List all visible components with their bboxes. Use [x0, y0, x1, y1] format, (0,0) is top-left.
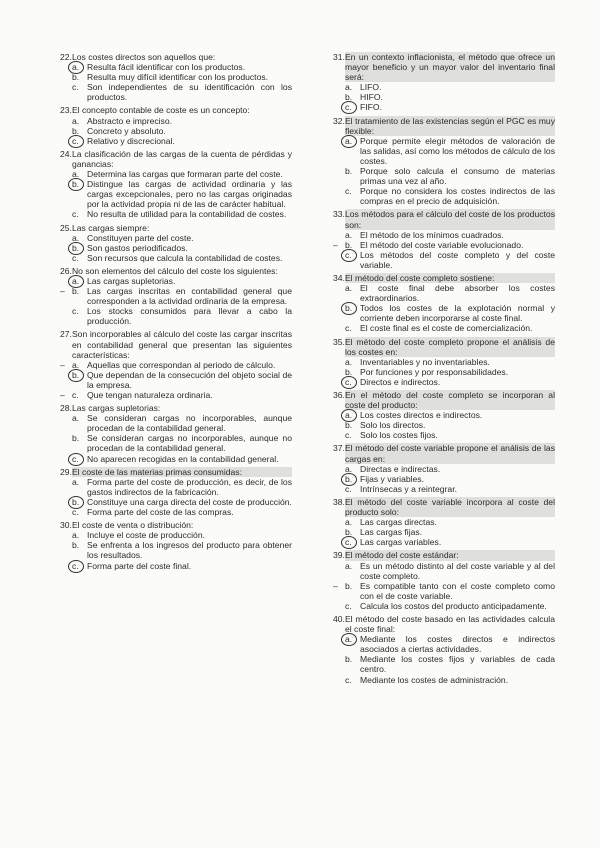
option-letter: b.: [345, 420, 353, 431]
answer-option: [72, 497, 292, 507]
option-text: Determina las cargas que formaran parte del coste.: [87, 169, 283, 180]
answer-option: [72, 233, 292, 243]
question-30: [60, 520, 292, 570]
question-text: Las cargas siempre:: [71, 222, 150, 233]
question-text: Las cargas supletorias:: [71, 403, 161, 414]
option-text: Resulta fácil identificar con los productos.: [87, 62, 246, 73]
option-letter: a.: [345, 463, 353, 474]
question-34: [333, 273, 555, 334]
option-letter: b.: [72, 125, 80, 136]
option-text: El coste final debe absorber los costes extraordinarios.: [360, 283, 555, 304]
question-number: 30.: [60, 520, 72, 531]
option-text: Se enfrenta a los ingresos del producto para obtener los resultados.: [87, 540, 292, 561]
question-stem: [60, 149, 292, 169]
option-text: El coste final es el coste de comercialización.: [360, 323, 533, 334]
option-text: Son recursos que calcula la contabilidad de costes.: [87, 252, 283, 263]
option-letter: a.: [72, 115, 80, 126]
option-text: Calcula los costos del producto anticipadamente.: [360, 600, 547, 611]
answer-option: [345, 537, 555, 547]
question-number: 26.: [60, 265, 72, 276]
option-text: Constituye una carga directa del coste de producción.: [87, 496, 292, 507]
option-letter: b.: [345, 654, 353, 665]
option-letter: b.: [345, 166, 353, 177]
answer-option: [72, 169, 292, 179]
question-number: 24.: [60, 148, 72, 159]
option-text: Porque permite elegir métodos de valoración de las salidas, así como los métodos de cálculo de los costes.: [360, 135, 555, 166]
question-stem: [333, 443, 555, 463]
option-letter: c.: [72, 306, 79, 317]
answer-option: [345, 484, 555, 494]
question-text: La clasificación de las cargas de la cuenta de pérdidas y ganancias:: [71, 148, 292, 169]
answer-option: [72, 507, 292, 517]
answer-option: [345, 581, 555, 601]
answer-option: [345, 377, 555, 387]
answer-option: [345, 517, 555, 527]
answer-option: [72, 306, 292, 326]
answer-option: [72, 360, 292, 370]
option-text: Las cargas inscritas en contabilidad general que corresponden a la actividad ordinaria de la empresa.: [87, 286, 292, 307]
answer-option: [72, 62, 292, 72]
option-text: Porque solo calcula el consumo de materias primas una vez al año.: [360, 166, 555, 187]
option-text: Los stocks consumidos para llevar a cabo la producción.: [87, 306, 292, 327]
option-text: Que dependan de la consecución del objeto social de la empresa.: [87, 369, 292, 390]
question-number: 22.: [60, 52, 72, 62]
answer-option: [345, 166, 555, 186]
option-letter-circled: a.: [72, 276, 87, 286]
question-stem: [333, 209, 555, 229]
question-text: El método del coste completo sostiene:: [345, 273, 555, 283]
option-text: Se consideran cargas no incorporables, aunque no procedan de la contabilidad general.: [87, 433, 292, 454]
answer-option: [345, 561, 555, 581]
question-32: [333, 116, 555, 207]
option-letter: c.: [345, 323, 352, 334]
option-text: Intrínsecas y a reintegrar.: [360, 483, 457, 494]
answer-option: [345, 675, 555, 685]
answer-option: [72, 530, 292, 540]
answer-option: [345, 410, 555, 420]
option-letter: a.: [345, 82, 353, 93]
option-text: Las cargas variables.: [360, 537, 442, 548]
question-stem: [333, 390, 555, 410]
option-letter: c.: [345, 674, 352, 685]
answer-option: [345, 283, 555, 303]
answer-option: [72, 209, 292, 219]
question-33: [333, 209, 555, 270]
question-stem: [60, 52, 292, 62]
answer-option: [345, 367, 555, 377]
option-letter: – b.: [72, 286, 80, 297]
option-text: Se consideran cargas no incorporables, aunque procedan de la contabilidad general.: [87, 413, 292, 434]
option-letter-circled: c.: [72, 136, 87, 146]
question-36: [333, 390, 555, 440]
question-text: Los costes directos son aquellos que:: [71, 52, 216, 62]
option-letter: a.: [345, 356, 353, 367]
question-stem: [333, 497, 555, 517]
question-number: 31.: [333, 52, 345, 62]
answer-option: [345, 240, 555, 250]
question-27: [60, 329, 292, 400]
answer-option: [345, 250, 555, 270]
option-text: Distingue las cargas de actividad ordinaria y las cargas excepcionales, pero no las cargas originadas por la actividad propia ni de las de carácter habitual.: [87, 179, 292, 210]
option-text: Relativo y discrecional.: [87, 135, 175, 146]
question-25: [60, 223, 292, 263]
option-text: Los métodos del coste completo y del coste variable.: [360, 249, 555, 270]
answer-option: [345, 430, 555, 440]
question-31: [333, 52, 555, 113]
option-letter: b.: [345, 92, 353, 103]
answer-option: [345, 601, 555, 611]
question-stem: [60, 329, 292, 359]
question-text: Los métodos para el cálculo del coste de los productos son:: [344, 209, 555, 230]
option-letter: a.: [72, 476, 80, 487]
option-text: FIFO.: [360, 102, 382, 113]
option-text: Las cargas fijas.: [360, 527, 423, 538]
question-23: [60, 105, 292, 145]
option-letter: b.: [345, 366, 353, 377]
option-letter: a.: [345, 517, 353, 528]
question-number: 36.: [333, 390, 345, 400]
option-text: Resulta muy difícil identificar con los productos.: [87, 72, 269, 83]
question-number: 33.: [333, 209, 345, 220]
question-26: [60, 266, 292, 327]
option-letter: c.: [345, 600, 352, 611]
question-text: El coste de las materias primas consumidas:: [72, 467, 292, 477]
answer-option: [72, 253, 292, 263]
question-number: 38.: [333, 496, 345, 507]
option-letter-circled: b.: [72, 179, 87, 209]
answer-option: [345, 527, 555, 537]
answer-option: [72, 540, 292, 560]
answer-option: [72, 243, 292, 253]
question-number: 25.: [60, 222, 72, 233]
option-text: Constituyen parte del coste.: [87, 232, 194, 243]
question-text: El método del coste variable propone el análisis de las cargas en:: [344, 443, 555, 464]
question-stem: [60, 266, 292, 276]
answer-option: [345, 102, 555, 112]
answer-option: [345, 230, 555, 240]
answer-option: [72, 136, 292, 146]
option-letter: a.: [345, 560, 353, 571]
question-number: 40.: [333, 613, 345, 624]
option-text: No aparecen recogidas en la contabilidad general.: [87, 453, 279, 464]
question-number: 28.: [60, 403, 72, 414]
option-letter-circled: c.: [345, 250, 360, 270]
option-text: Forma parte del coste de producción, es decir, de los gastos indirectos de la fabricación.: [87, 476, 292, 497]
option-letter-circled: c.: [345, 537, 360, 547]
answer-option: [72, 454, 292, 464]
option-text: Fijas y variables.: [360, 473, 424, 484]
option-text: Directas e indirectas.: [360, 463, 441, 474]
question-text: El método del coste variable incorpora al coste del producto solo:: [344, 496, 555, 518]
answer-option: [72, 82, 292, 102]
question-text: El método del coste completo propone el análisis de los costes en:: [344, 336, 555, 357]
option-text: Mediante los costes de administración.: [360, 674, 509, 685]
answer-option: [345, 357, 555, 367]
option-text: Son independientes de su identificación con los productos.: [87, 82, 292, 103]
answer-option: [72, 477, 292, 497]
question-text: En el método del coste completo se incorporan al coste del producto:: [344, 390, 555, 411]
option-letter: a.: [72, 232, 80, 243]
answer-option: [345, 92, 555, 102]
answer-option: [345, 464, 555, 474]
question-stem: [60, 223, 292, 233]
option-text: Forma parte del coste de las compras.: [87, 507, 234, 518]
option-text: Concreto y absoluto.: [87, 125, 166, 136]
option-letter-circled: a.: [345, 136, 360, 166]
option-letter-circled: c.: [72, 454, 87, 464]
question-37: [333, 443, 555, 493]
option-letter-circled: a.: [345, 634, 360, 654]
option-text: Directos e indirectos.: [360, 376, 441, 387]
question-text: El método del coste estándar:: [345, 550, 555, 560]
option-letter-circled: c.: [345, 377, 360, 387]
question-number: 37.: [333, 443, 345, 454]
answer-option: [72, 561, 292, 571]
option-text: Aquellas que correspondan al periodo de cálculo.: [87, 359, 276, 370]
option-letter: – b.: [345, 580, 353, 591]
option-text: LIFO.: [360, 82, 382, 93]
question-35: [333, 337, 555, 387]
option-letter: c.: [72, 82, 79, 93]
question-stem: [60, 105, 292, 115]
option-letter-circled: c.: [72, 561, 87, 571]
option-letter: – a.: [72, 359, 80, 370]
answer-option: [72, 370, 292, 390]
answer-option: [72, 286, 292, 306]
option-text: Es compatible tanto con el coste completo como con el de coste variable.: [360, 580, 555, 601]
option-letter: b.: [72, 433, 80, 444]
question-number: 32.: [333, 115, 345, 126]
option-letter: b.: [345, 527, 353, 538]
option-letter: – c.: [72, 390, 79, 400]
question-stem: [333, 614, 555, 634]
option-text: Incluye el coste de producción.: [87, 530, 205, 541]
option-text: Mediante los costes directos e indirectos asociados a ciertas actividades.: [360, 634, 555, 655]
option-text: Es un método distinto al del coste variable y al del coste completo.: [360, 560, 555, 581]
option-text: Todos los costes de la explotación normal y corriente deben incorporarse al coste final.: [360, 303, 555, 324]
question-stem: [60, 467, 292, 477]
option-letter-circled: b.: [72, 497, 87, 507]
question-22: [60, 52, 292, 102]
option-text: HIFO.: [360, 92, 383, 103]
question-text: Son incorporables al cálculo del coste las cargar inscritas en contabilidad general que presentan las siguientes características:: [71, 329, 292, 360]
answer-option: [345, 474, 555, 484]
answer-option: [72, 390, 292, 400]
option-letter: a.: [345, 229, 353, 240]
question-number: 35.: [333, 336, 345, 347]
right-column: [333, 52, 555, 688]
option-letter: – b.: [345, 239, 353, 250]
question-number: 27.: [60, 329, 72, 340]
answer-option: [72, 179, 292, 209]
option-text: Porque no considera los costes indirectos de las compras en el precio de adquisición.: [360, 186, 555, 207]
answer-option: [345, 323, 555, 333]
question-stem: [333, 337, 555, 357]
answer-option: [72, 413, 292, 433]
answer-option: [72, 126, 292, 136]
option-text: Las cargas directas.: [360, 517, 437, 528]
question-38: [333, 497, 555, 547]
question-stem: [333, 273, 555, 283]
answer-option: [345, 634, 555, 654]
left-column: [60, 52, 292, 574]
question-29: [60, 467, 292, 517]
option-letter-circled: b.: [72, 243, 87, 253]
option-text: Que tengan naturaleza ordinaria.: [87, 390, 213, 400]
question-text: El método del coste basado en las actividades calcula el coste final:: [344, 613, 555, 635]
answer-option: [345, 654, 555, 674]
option-text: Por funciones y por responsabilidades.: [360, 366, 509, 377]
option-letter-circled: b.: [345, 474, 360, 484]
option-letter: a.: [72, 530, 80, 541]
question-39: [333, 550, 555, 611]
option-text: Solo los directos.: [360, 420, 426, 431]
option-text: Mediante los costes fijos y variables de cada centro.: [360, 654, 555, 675]
question-stem: [333, 550, 555, 560]
answer-option: [72, 72, 292, 82]
option-letter: b.: [72, 72, 80, 83]
option-letter: a.: [345, 283, 353, 294]
option-letter: c.: [345, 430, 352, 441]
answer-option: [345, 186, 555, 206]
question-text: El coste de venta o distribución:: [71, 520, 194, 531]
option-text: Los costes directos e indirectos.: [360, 410, 483, 421]
option-letter: c.: [72, 252, 79, 263]
option-letter: a.: [72, 169, 80, 180]
answer-option: [72, 116, 292, 126]
answer-option: [345, 82, 555, 92]
question-stem: [60, 403, 292, 413]
option-text: Inventariables y no inventariables.: [360, 356, 490, 367]
question-text: No son elementos del cálculo del coste los siguientes:: [71, 265, 278, 276]
option-text: El método de los mínimos cuadrados.: [360, 229, 504, 240]
option-text: No resulta de utilidad para la contabilidad de costes.: [87, 209, 287, 220]
option-text: Abstracto e impreciso.: [87, 115, 173, 126]
question-number: 29.: [60, 466, 72, 477]
option-letter: c.: [345, 483, 352, 494]
question-text: El concepto contable de coste es un concepto:: [71, 105, 250, 116]
answer-option: [72, 433, 292, 453]
option-letter: c.: [72, 209, 79, 220]
option-letter-circled: c.: [345, 102, 360, 112]
question-text: El tratamiento de las existencias según el PGC es muy flexible:: [344, 115, 555, 136]
option-letter-circled: b.: [72, 370, 87, 390]
question-number: 23.: [60, 105, 72, 116]
option-letter-circled: a.: [345, 410, 360, 420]
option-text: Forma parte del coste final.: [87, 560, 192, 571]
option-letter: c.: [72, 507, 79, 518]
option-text: Solo los costes fijos.: [360, 430, 438, 441]
answer-option: [345, 136, 555, 166]
answer-option: [72, 276, 292, 286]
answer-option: [345, 303, 555, 323]
option-text: El método del coste variable evolucionado.: [360, 239, 524, 250]
question-stem: [333, 116, 555, 136]
question-28: [60, 403, 292, 464]
option-text: Las cargas supletorias.: [87, 275, 176, 286]
question-text: En un contexto inflacionista, el método que ofrece un mayor beneficio y un mayor valor del inventario final será:: [344, 52, 555, 83]
option-letter-circled: a.: [72, 62, 87, 72]
question-24: [60, 149, 292, 220]
option-letter: c.: [345, 186, 352, 197]
option-letter: a.: [72, 413, 80, 424]
question-40: [333, 614, 555, 685]
option-letter: b.: [72, 540, 80, 551]
option-letter-circled: b.: [345, 303, 360, 323]
option-text: Son gastos periodificados.: [87, 242, 188, 253]
question-number: 34.: [333, 272, 345, 283]
question-number: 39.: [333, 550, 345, 561]
question-stem: [60, 520, 292, 530]
answer-option: [345, 420, 555, 430]
question-stem: [333, 52, 555, 82]
